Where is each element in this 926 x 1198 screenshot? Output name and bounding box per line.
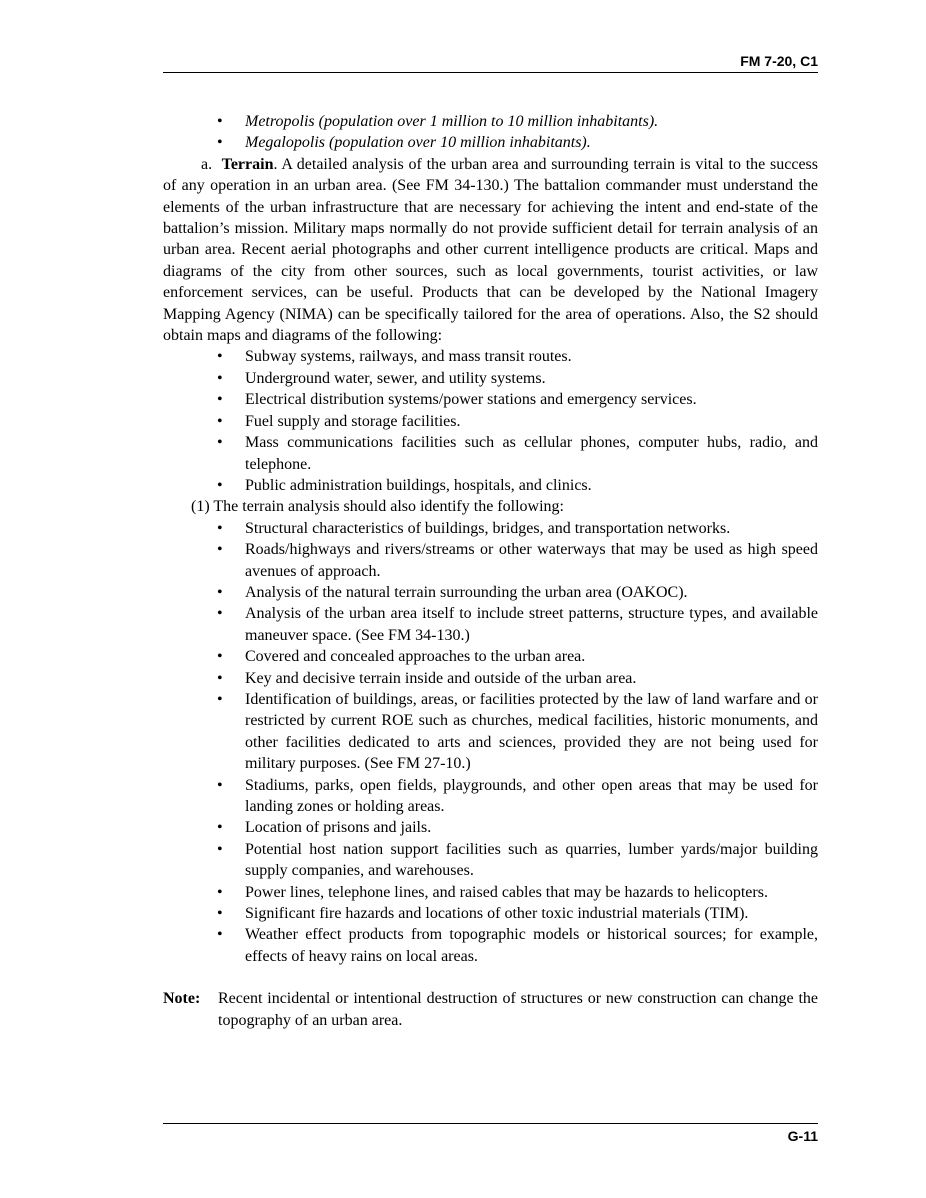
bullet-icon: • (217, 369, 223, 387)
bullet-icon: • (217, 690, 223, 708)
bullet-icon: • (217, 926, 223, 944)
list-item: • Subway systems, railways, and mass transit routes. (163, 346, 818, 367)
list-item: • Key and decisive terrain inside and outside of the urban area. (163, 668, 818, 689)
paragraph-label: a. (201, 155, 213, 173)
list-item: • Roads/highways and rivers/streams or other waterways that may be used as high speed avenues of approach. (217, 541, 818, 580)
list-item: • Power lines, telephone lines, and raised cables that may be hazards to helicopters. (163, 882, 818, 903)
footer-rule (163, 1123, 818, 1124)
bullet-icon: • (217, 434, 223, 452)
page-body (163, 111, 818, 1031)
list-item: • Fuel supply and storage facilities. (163, 411, 818, 432)
bullet-icon: • (217, 905, 223, 923)
bullet-icon: • (217, 819, 223, 837)
list-item: • Significant fire hazards and locations of other toxic industrial materials (TIM). (163, 903, 818, 924)
list-item: • Weather effect products from topographic models or historical sources; for example, effects of heavy rains on local areas. (217, 926, 818, 965)
bullet-icon: • (217, 348, 223, 366)
bullet-icon: • (217, 476, 223, 494)
list-item: • Potential host nation support facilities such as quarries, lumber yards/major building supply companies, and warehouses. (217, 840, 818, 880)
list-item: • Electrical distribution systems/power stations and emergency services. (163, 389, 818, 410)
note-block (163, 988, 818, 1031)
list-item: • Public administration buildings, hospitals, and clinics. (163, 475, 818, 496)
list-item: • Covered and concealed approaches to the urban area. (163, 646, 818, 667)
list-item: • Structural characteristics of buildings, bridges, and transportation networks. (163, 518, 818, 539)
note-text: Recent incidental or intentional destruction of structures or new construction can change the topography of an urban area. (218, 990, 818, 1029)
terrain-heading: Terrain (221, 155, 274, 173)
note-label: Note: (163, 990, 201, 1008)
bullet-icon: • (217, 840, 223, 858)
list-item: • Identification of buildings, areas, or facilities protected by the law of land warfare and or restricted by current ROE such as churches, medical facilities, historic monuments, and other facilities dedicated to arts and sciences, provided they are not being used for military purposes. (See FM 27-10.) (217, 690, 818, 773)
bullet-icon: • (217, 605, 223, 623)
bullet-icon: • (217, 776, 223, 794)
list-item: • Megalopolis (population over 10 million inhabitants). (163, 132, 818, 153)
list-item: • Analysis of the natural terrain surrounding the urban area (OAKOC). (163, 582, 818, 603)
terrain-paragraph (163, 154, 818, 347)
list-item: • Underground water, sewer, and utility systems. (163, 368, 818, 389)
bullet-icon: • (217, 669, 223, 687)
terrain-text: . A detailed analysis of the urban area and surrounding terrain is vital to the success of any operation in an urban area. (See FM 34-130.) The battalion commander must understand the elements of the urban infrastructure that are necessary for achieving the intent and end-state of the battalion’s mission. Military maps normally do not provide sufficient detail for terrain analysis of an urban area. Recent aerial photographs and other current intelligence products are critical. Maps and diagrams of the city from other sources, such as local governments, tourist activities, or law enforcement services, can be useful. Products that can be developed by the National Imagery Mapping Agency (NIMA) can be specifically tailored for the area of operations. Also, the S2 should obtain maps and diagrams of the following: (163, 155, 818, 345)
list-item: • Mass communications facilities such as cellular phones, computer hubs, radio, and telephone. (217, 434, 818, 473)
bullet-icon: • (217, 134, 223, 152)
page-number: G-11 (787, 1128, 818, 1144)
list-item: • Analysis of the urban area itself to include street patterns, structure types, and available maneuver space. (See FM 34-130.) (217, 605, 818, 644)
list-item: • Stadiums, parks, open fields, playgrounds, and other open areas that may be used for landing zones or holding areas. (217, 776, 818, 815)
subparagraph-1: (1) The terrain analysis should also identify the following: (191, 498, 564, 516)
bullet-icon: • (217, 883, 223, 901)
bullet-icon: • (217, 113, 223, 130)
header-doc-id: FM 7-20, C1 (740, 53, 818, 69)
bullet-icon: • (217, 519, 223, 537)
bullet-icon: • (217, 648, 223, 666)
bullet-icon: • (217, 412, 223, 430)
list-item: • Location of prisons and jails. (163, 817, 818, 838)
list-item: • Metropolis (population over 1 million to 10 million inhabitants). (163, 111, 818, 132)
bullet-icon: • (217, 541, 223, 559)
bullet-icon: • (217, 583, 223, 601)
bullet-icon: • (217, 391, 223, 409)
header-rule (163, 72, 818, 73)
